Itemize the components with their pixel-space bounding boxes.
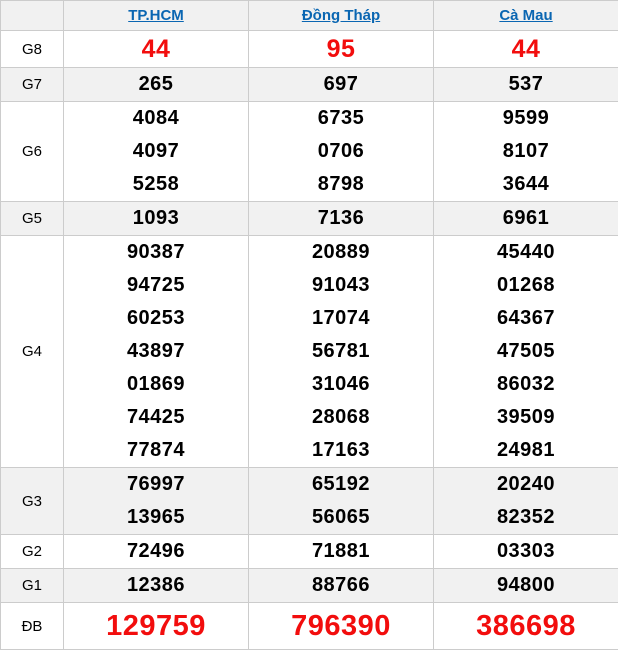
prize-number: 47505 bbox=[434, 335, 618, 368]
prize-label: G6 bbox=[1, 102, 64, 202]
prize-number: 82352 bbox=[434, 501, 618, 534]
prize-number: 5258 bbox=[64, 168, 248, 201]
prize-number: 01268 bbox=[434, 269, 618, 302]
prize-values-cell bbox=[249, 569, 434, 603]
prize-row-g6 bbox=[1, 102, 618, 202]
prize-row-g4 bbox=[1, 236, 618, 468]
prize-number: 56781 bbox=[249, 335, 433, 368]
prize-row-g2 bbox=[1, 535, 618, 569]
prize-number: 03303 bbox=[434, 535, 618, 568]
station-header-row bbox=[1, 1, 618, 31]
prize-label: G8 bbox=[1, 31, 64, 68]
prize-number: 386698 bbox=[434, 603, 618, 649]
prize-number: 0706 bbox=[249, 135, 433, 168]
prize-number: 56065 bbox=[249, 501, 433, 534]
prize-values-cell bbox=[249, 102, 434, 202]
prize-number: 697 bbox=[249, 68, 433, 101]
prize-number: 4097 bbox=[64, 135, 248, 168]
prize-values-cell bbox=[64, 202, 249, 236]
prize-row-g7 bbox=[1, 68, 618, 102]
prize-values-cell bbox=[64, 569, 249, 603]
prize-values-cell bbox=[64, 31, 249, 68]
prize-row-g8 bbox=[1, 31, 618, 68]
station-link-tphcm[interactable]: TP.HCM bbox=[128, 7, 184, 24]
prize-number: 265 bbox=[64, 68, 248, 101]
prize-number: 24981 bbox=[434, 434, 618, 467]
station-header-dongthap bbox=[249, 1, 434, 31]
prize-values-cell bbox=[434, 202, 618, 236]
prize-values-cell bbox=[434, 468, 618, 535]
prize-number: 17074 bbox=[249, 302, 433, 335]
prize-number: 64367 bbox=[434, 302, 618, 335]
prize-number: 1093 bbox=[64, 202, 248, 235]
prize-number: 86032 bbox=[434, 368, 618, 401]
prize-row-g3 bbox=[1, 468, 618, 535]
prize-values-cell bbox=[434, 68, 618, 102]
prize-number: 94800 bbox=[434, 569, 618, 602]
prize-label: G7 bbox=[1, 68, 64, 102]
prize-label: G5 bbox=[1, 202, 64, 236]
prize-number: 7136 bbox=[249, 202, 433, 235]
station-header-camau bbox=[434, 1, 618, 31]
prize-values-cell bbox=[249, 468, 434, 535]
prize-number: 796390 bbox=[249, 603, 433, 649]
prize-number: 60253 bbox=[64, 302, 248, 335]
prize-number: 28068 bbox=[249, 401, 433, 434]
prize-values-cell bbox=[434, 31, 618, 68]
prize-number: 3644 bbox=[434, 168, 618, 201]
prize-number: 4084 bbox=[64, 102, 248, 135]
prize-number: 9599 bbox=[434, 102, 618, 135]
prize-values-cell bbox=[64, 236, 249, 468]
prize-values-cell bbox=[434, 102, 618, 202]
prize-number: 20240 bbox=[434, 468, 618, 501]
prize-number: 129759 bbox=[64, 603, 248, 649]
prize-number: 44 bbox=[434, 31, 618, 67]
prize-values-cell bbox=[249, 68, 434, 102]
prize-number: 20889 bbox=[249, 236, 433, 269]
prize-values-cell bbox=[64, 68, 249, 102]
prize-values-cell bbox=[249, 236, 434, 468]
prize-values-cell bbox=[249, 31, 434, 68]
prize-number: 6735 bbox=[249, 102, 433, 135]
prize-label: G3 bbox=[1, 468, 64, 535]
prize-number: 71881 bbox=[249, 535, 433, 568]
prize-label: G4 bbox=[1, 236, 64, 468]
prize-number: 39509 bbox=[434, 401, 618, 434]
station-header-tphcm bbox=[64, 1, 249, 31]
results-body bbox=[1, 31, 618, 650]
prize-number: 74425 bbox=[64, 401, 248, 434]
prize-number: 01869 bbox=[64, 368, 248, 401]
prize-number: 6961 bbox=[434, 202, 618, 235]
prize-number: 88766 bbox=[249, 569, 433, 602]
prize-number: 76997 bbox=[64, 468, 248, 501]
prize-row-g1 bbox=[1, 569, 618, 603]
prize-number: 72496 bbox=[64, 535, 248, 568]
prize-label: G1 bbox=[1, 569, 64, 603]
station-link-dongthap[interactable]: Đồng Tháp bbox=[302, 7, 380, 24]
prize-number: 44 bbox=[64, 31, 248, 67]
prize-number: 95 bbox=[249, 31, 433, 67]
prize-row-g5 bbox=[1, 202, 618, 236]
prize-number: 45440 bbox=[434, 236, 618, 269]
prize-number: 43897 bbox=[64, 335, 248, 368]
prize-number: 90387 bbox=[64, 236, 248, 269]
prize-values-cell bbox=[434, 236, 618, 468]
prize-label: ĐB bbox=[1, 603, 64, 650]
prize-number: 65192 bbox=[249, 468, 433, 501]
prize-number: 94725 bbox=[64, 269, 248, 302]
prize-row-đb bbox=[1, 603, 618, 650]
prize-number: 31046 bbox=[249, 368, 433, 401]
prize-values-cell bbox=[434, 569, 618, 603]
prize-values-cell bbox=[249, 603, 434, 650]
station-link-camau[interactable]: Cà Mau bbox=[499, 7, 552, 24]
prize-number: 91043 bbox=[249, 269, 433, 302]
prize-values-cell bbox=[64, 535, 249, 569]
prize-values-cell bbox=[434, 535, 618, 569]
prize-values-cell bbox=[434, 603, 618, 650]
prize-number: 12386 bbox=[64, 569, 248, 602]
prize-values-cell bbox=[249, 535, 434, 569]
prize-values-cell bbox=[64, 603, 249, 650]
prize-number: 8798 bbox=[249, 168, 433, 201]
prize-values-cell bbox=[64, 102, 249, 202]
prize-number: 13965 bbox=[64, 501, 248, 534]
prize-number: 77874 bbox=[64, 434, 248, 467]
prize-values-cell bbox=[249, 202, 434, 236]
prize-number: 537 bbox=[434, 68, 618, 101]
prize-label: G2 bbox=[1, 535, 64, 569]
header-empty-cell bbox=[1, 1, 64, 31]
prize-values-cell bbox=[64, 468, 249, 535]
prize-number: 8107 bbox=[434, 135, 618, 168]
prize-number: 17163 bbox=[249, 434, 433, 467]
